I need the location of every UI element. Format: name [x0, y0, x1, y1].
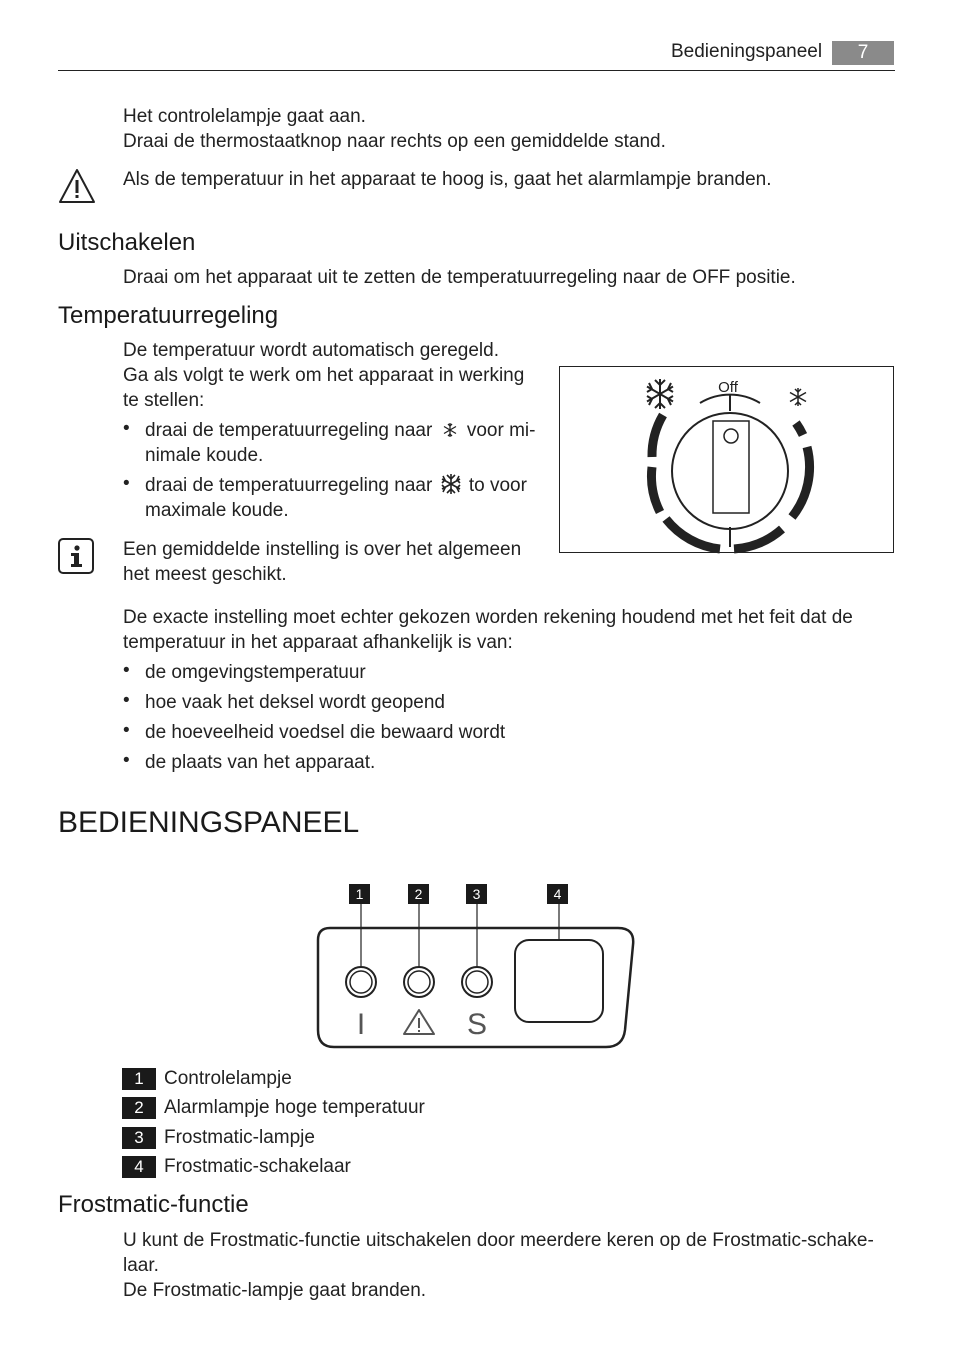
- bullet-dot: •: [123, 750, 130, 771]
- symbol-i: I: [356, 1008, 366, 1041]
- symbol-s: S: [466, 1008, 488, 1041]
- info-line-1: Een gemiddelde instelling is over het algemeen: [123, 539, 522, 560]
- heading-bedieningspaneel: BEDIENINGSPANEEL: [58, 806, 360, 839]
- lamp-2: [404, 967, 434, 997]
- callout-4: 4: [553, 886, 562, 902]
- legend-num-4: 4: [122, 1156, 156, 1178]
- callout-2: 2: [414, 886, 423, 902]
- legend-label-1: Controlelampje: [164, 1068, 292, 1089]
- temp-p2b: te stellen:: [123, 390, 205, 411]
- frostmatic-switch: [515, 940, 603, 1022]
- snowflake-max-icon: [647, 379, 673, 409]
- bullet2-post: to voor: [468, 475, 527, 496]
- list-item: de omgevingstemperatuur: [145, 662, 366, 683]
- symbol-warning-icon: [404, 1010, 434, 1034]
- lamp-1: [346, 967, 376, 997]
- info-line-2: het meest geschikt.: [123, 564, 287, 585]
- bullet-dot: •: [123, 418, 130, 439]
- heading-temperatuurregeling: Temperatuurregeling: [58, 302, 279, 329]
- bullet-dot: •: [123, 473, 130, 494]
- callout-boxes: [349, 884, 568, 904]
- dial-knob: [672, 413, 788, 529]
- bullet2-line2: maximale koude.: [145, 500, 289, 521]
- thermostat-dial-figure: [559, 366, 894, 553]
- dial-indicator: [724, 429, 738, 443]
- callout-1: 1: [355, 886, 364, 902]
- intro-line-2: Draai de thermostaatknop naar rechts op een gemiddelde stand.: [123, 131, 666, 152]
- temp-p3b: temperatuur in het apparaat afhankelijk is van:: [123, 632, 513, 653]
- bullet1-pre: draai de temperatuurregeling naar: [145, 420, 433, 441]
- bullet-dot: •: [123, 720, 130, 741]
- intro-line-1: Het controlelampje gaat aan.: [123, 106, 366, 127]
- temp-p2a: Ga als volgt te werk om het apparaat in werking: [123, 365, 525, 386]
- page-number: 7: [832, 41, 894, 65]
- temp-p3a: De exacte instelling moet echter gekozen worden rekening houdend met het feit dat de: [123, 607, 853, 628]
- heading-uitschakelen: Uitschakelen: [58, 229, 196, 256]
- control-panel-diagram: [310, 880, 640, 1055]
- legend-num-1: 1: [122, 1068, 156, 1090]
- list-item: hoe vaak het deksel wordt geopend: [145, 692, 445, 713]
- bullet-dot: •: [123, 660, 130, 681]
- bullet1-post: voor mi-: [466, 420, 536, 441]
- legend-num-3: 3: [122, 1127, 156, 1149]
- bullet-dot: •: [123, 690, 130, 711]
- info-icon: [58, 538, 94, 574]
- frostmatic-line-1: U kunt de Frostmatic-functie uitschakelen door meerdere keren op de Frostmatic-schake-: [123, 1230, 874, 1251]
- list-item: de plaats van het apparaat.: [145, 752, 376, 773]
- frostmatic-line-2: laar.: [123, 1255, 159, 1276]
- dial-off-label: Off: [718, 379, 738, 396]
- list-item: de hoeveelheid voedsel die bewaard wordt: [145, 722, 506, 743]
- lamp-3: [462, 967, 492, 997]
- warning-text: Als de temperatuur in het apparaat te hoog is, gaat het alarmlampje branden.: [123, 169, 772, 190]
- uitschakelen-text: Draai om het apparaat uit te zetten de temperatuurregeling naar de OFF positie.: [123, 267, 796, 288]
- frostmatic-line-3: De Frostmatic-lampje gaat branden.: [123, 1280, 427, 1301]
- legend-label-4: Frostmatic-schakelaar: [164, 1156, 351, 1177]
- callout-3: 3: [472, 886, 481, 902]
- bullet2-pre: draai de temperatuurregeling naar: [145, 475, 433, 496]
- snowflake-min-icon: [790, 388, 806, 406]
- header-rule: [58, 70, 895, 71]
- legend-num-2: 2: [122, 1097, 156, 1119]
- bullet1-line1: [145, 418, 535, 445]
- temp-p1: De temperatuur wordt automatisch geregeld.: [123, 340, 499, 361]
- bullet1-line2: nimale koude.: [145, 445, 264, 466]
- snowflake-large-icon: [440, 473, 462, 502]
- legend-label-2: Alarmlampje hoge temperatuur: [164, 1097, 425, 1118]
- legend-label-3: Frostmatic-lampje: [164, 1127, 315, 1148]
- dial-grip: [713, 421, 749, 513]
- warning-icon: [58, 168, 96, 210]
- heading-frostmatic: Frostmatic-functie: [58, 1191, 249, 1218]
- snowflake-small-icon: [442, 420, 458, 445]
- header-section-title: Bedieningspaneel: [671, 41, 823, 62]
